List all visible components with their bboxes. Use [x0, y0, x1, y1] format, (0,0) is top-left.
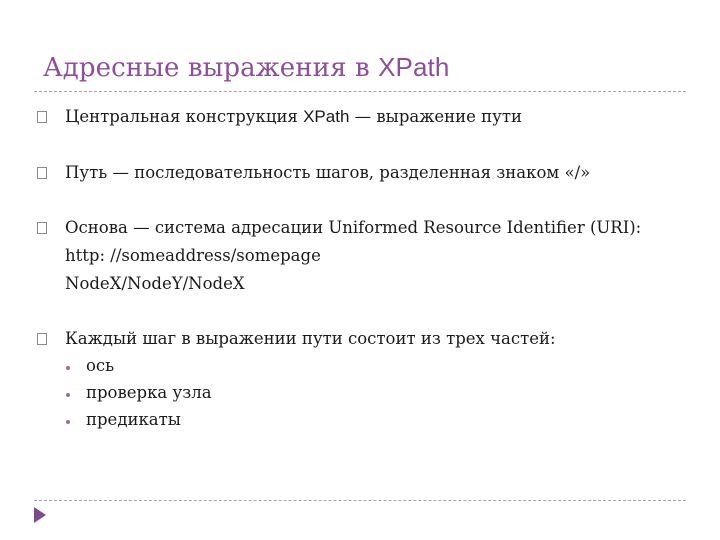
- title-divider: [34, 91, 686, 92]
- bullet-1-sans: XPath: [303, 107, 350, 126]
- slide-title-latin: XPath: [378, 52, 450, 82]
- dot-bullet-icon: [66, 393, 70, 397]
- bullet-3-line-2: http: //someaddress/somepage: [65, 246, 321, 265]
- square-bullet-icon: [37, 111, 47, 123]
- sub-item-axis: ось: [86, 356, 115, 375]
- bullet-3-line-1: Основа — система адресации Uniformed Resource Identifier (URI):: [65, 218, 642, 237]
- bullet-1-text: [65, 107, 522, 127]
- dot-bullet-icon: [66, 420, 70, 424]
- bullet-2-text: Путь — последовательность шагов, разделенная знаком «/»: [65, 163, 591, 182]
- footer-divider: [34, 500, 686, 501]
- slide-title: [43, 52, 449, 83]
- bullet-1-pre: Центральная конструкция: [65, 107, 304, 126]
- sub-item-predicates: предикаты: [86, 410, 181, 429]
- bullet-1-post: — выражение пути: [349, 107, 522, 126]
- square-bullet-icon: [37, 167, 47, 179]
- square-bullet-icon: [37, 222, 47, 234]
- sub-item-node-test: проверка узла: [86, 383, 212, 402]
- dot-bullet-icon: [66, 366, 70, 370]
- next-slide-arrow-icon[interactable]: [34, 507, 46, 523]
- bullet-3-line-3: NodeX/NodeY/NodeX: [65, 274, 245, 293]
- square-bullet-icon: [37, 333, 47, 345]
- slide-title-ru: Адресные выражения в: [43, 53, 379, 83]
- bullet-4-text: Каждый шаг в выражении пути состоит из трех частей:: [65, 329, 556, 348]
